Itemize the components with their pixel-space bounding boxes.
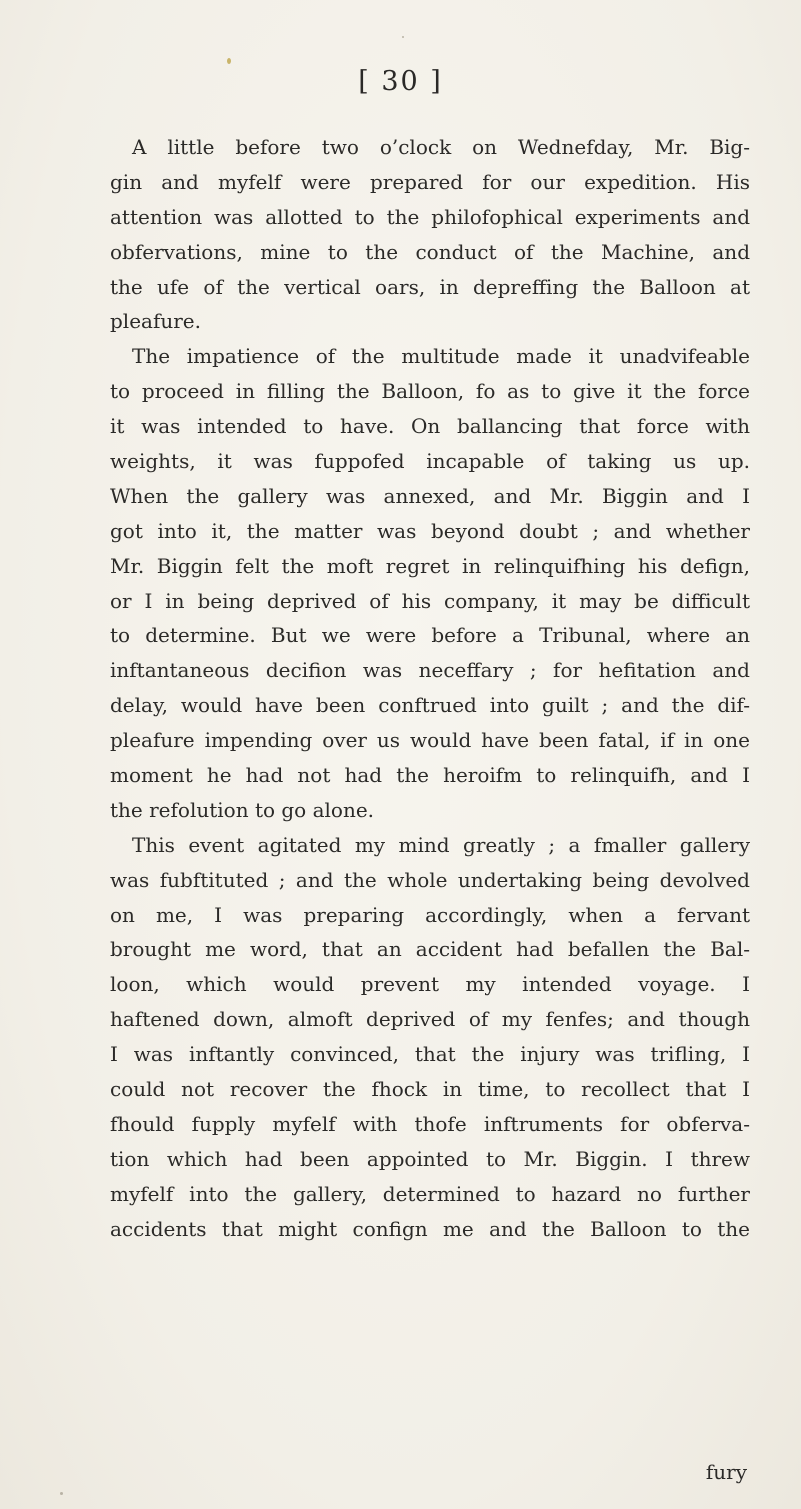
text-line: or I in being deprived of his company, it may be difficult <box>110 588 750 613</box>
text-line: fhould fupply myfelf with thofe inftruments for obferva- <box>110 1111 750 1136</box>
text-line: pleafure. <box>110 309 201 334</box>
text-line: brought me word, that an accident had befallen the Bal- <box>110 937 750 962</box>
text-line: haftened down, almoft deprived of my fenfes; and though <box>110 1007 750 1032</box>
text-line: loon, which would prevent my intended voyage. I <box>110 972 750 997</box>
text-line: to proceed in filling the Balloon, fo as to give it the force <box>110 379 750 404</box>
body-text <box>110 130 750 1247</box>
catchword: fury <box>705 1460 747 1484</box>
paper-speck <box>402 36 404 38</box>
text-line: got into it, the matter was beyond doubt ; and whether <box>110 518 750 543</box>
text-line: the refolution to go alone. <box>110 797 375 822</box>
text-line: delay, would have been conftrued into guilt ; and the dif- <box>110 693 750 718</box>
text-line: was fubftituted ; and the whole undertaking being devolved <box>110 867 750 892</box>
page-number: [ 30 ] <box>358 66 443 97</box>
paper-speck <box>227 58 231 64</box>
text-line: to determine. But we were before a Tribunal, where an <box>110 623 750 648</box>
text-line: gin and myfelf were prepared for our expedition. His <box>110 169 750 194</box>
text-line: it was intended to have. On ballancing that force with <box>110 414 750 439</box>
text-line: the ufe of the vertical oars, in depreffing the Balloon at <box>110 274 750 299</box>
text-line: This event agitated my mind greatly ; a fmaller gallery <box>132 832 750 857</box>
text-line: Mr. Biggin felt the moft regret in relinquifhing his defign, <box>110 553 750 578</box>
text-line: myfelf into the gallery, determined to hazard no further <box>110 1181 750 1206</box>
text-line: tion which had been appointed to Mr. Biggin. I threw <box>110 1146 750 1171</box>
text-line: The impatience of the multitude made it unadvifeable <box>132 344 750 369</box>
text-line: obfervations, mine to the conduct of the Machine, and <box>110 239 750 264</box>
text-line: weights, it was fuppofed incapable of taking us up. <box>110 449 750 474</box>
text-line: When the gallery was annexed, and Mr. Biggin and I <box>110 483 750 508</box>
text-line: accidents that might confign me and the Balloon to the <box>110 1216 750 1241</box>
text-line: A little before two o’clock on Wednefday, Mr. Big- <box>132 135 750 159</box>
text-line: inftantaneous decifion was neceffary ; for hefitation and <box>110 658 750 683</box>
paper-speck <box>60 1492 63 1495</box>
text-line: I was inftantly convinced, that the injury was trifling, I <box>110 1042 750 1067</box>
text-line: moment he had not had the heroifm to relinquifh, and I <box>110 763 750 788</box>
text-line: pleafure impending over us would have been fatal, if in one <box>110 728 750 753</box>
text-line: attention was allotted to the philofophical experiments and <box>110 204 750 229</box>
text-line: could not recover the fhock in time, to recollect that I <box>110 1077 750 1102</box>
text-line: on me, I was preparing accordingly, when a fervant <box>110 902 750 927</box>
